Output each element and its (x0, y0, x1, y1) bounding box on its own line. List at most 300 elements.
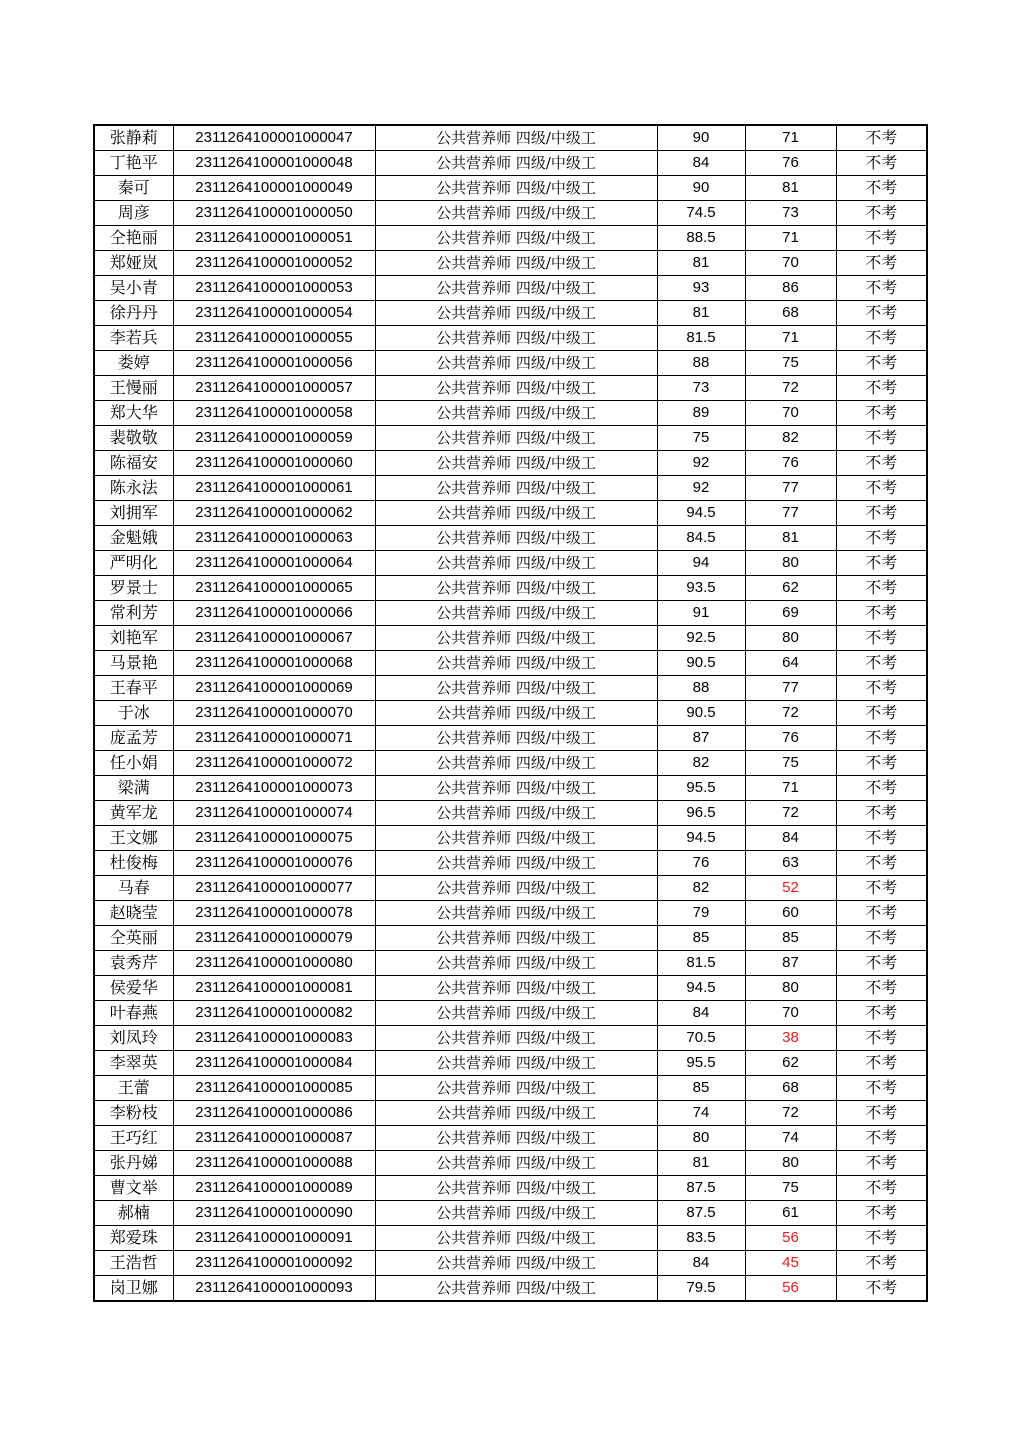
candidate-name: 陈永法 (94, 476, 173, 501)
ticket-number: 2311264100001000063 (173, 526, 375, 551)
ticket-number: 2311264100001000055 (173, 326, 375, 351)
theory-score: 85 (657, 926, 745, 951)
occupation-level: 公共营养师 四级/中级工 (375, 401, 657, 426)
candidate-name: 侯爱华 (94, 976, 173, 1001)
table-row (94, 376, 927, 401)
ticket-number: 2311264100001000091 (173, 1226, 375, 1251)
exam-status: 不考 (836, 851, 927, 876)
occupation-level: 公共营养师 四级/中级工 (375, 501, 657, 526)
ticket-number: 2311264100001000062 (173, 501, 375, 526)
table-row (94, 1176, 927, 1201)
table-row (94, 451, 927, 476)
table-row (94, 926, 927, 951)
occupation-level: 公共营养师 四级/中级工 (375, 1126, 657, 1151)
ticket-number: 2311264100001000072 (173, 751, 375, 776)
ticket-number: 2311264100001000079 (173, 926, 375, 951)
ticket-number: 2311264100001000064 (173, 551, 375, 576)
candidate-name: 王巧红 (94, 1126, 173, 1151)
occupation-level: 公共营养师 四级/中级工 (375, 1051, 657, 1076)
table-row (94, 676, 927, 701)
theory-score: 88 (657, 351, 745, 376)
occupation-level: 公共营养师 四级/中级工 (375, 125, 657, 151)
theory-score: 79 (657, 901, 745, 926)
practical-score: 70 (745, 401, 836, 426)
practical-score: 63 (745, 851, 836, 876)
candidate-name: 秦可 (94, 176, 173, 201)
ticket-number: 2311264100001000060 (173, 451, 375, 476)
exam-status: 不考 (836, 876, 927, 901)
ticket-number: 2311264100001000068 (173, 651, 375, 676)
candidate-name: 王春平 (94, 676, 173, 701)
practical-score: 72 (745, 1101, 836, 1126)
theory-score: 87 (657, 726, 745, 751)
practical-score: 74 (745, 1126, 836, 1151)
ticket-number: 2311264100001000054 (173, 301, 375, 326)
exam-status: 不考 (836, 251, 927, 276)
practical-score: 68 (745, 1076, 836, 1101)
exam-status: 不考 (836, 951, 927, 976)
table-row (94, 226, 927, 251)
table-row (94, 526, 927, 551)
occupation-level: 公共营养师 四级/中级工 (375, 251, 657, 276)
ticket-number: 2311264100001000070 (173, 701, 375, 726)
table-row (94, 276, 927, 301)
ticket-number: 2311264100001000047 (173, 125, 375, 151)
table-row (94, 476, 927, 501)
theory-score: 81 (657, 251, 745, 276)
exam-status: 不考 (836, 1151, 927, 1176)
ticket-number: 2311264100001000088 (173, 1151, 375, 1176)
exam-status: 不考 (836, 1251, 927, 1276)
ticket-number: 2311264100001000080 (173, 951, 375, 976)
practical-score: 56 (745, 1276, 836, 1302)
table-row (94, 125, 927, 151)
occupation-level: 公共营养师 四级/中级工 (375, 226, 657, 251)
exam-status: 不考 (836, 501, 927, 526)
practical-score: 76 (745, 151, 836, 176)
exam-status: 不考 (836, 676, 927, 701)
candidate-name: 郑娅岚 (94, 251, 173, 276)
exam-status: 不考 (836, 926, 927, 951)
table-row (94, 1151, 927, 1176)
ticket-number: 2311264100001000065 (173, 576, 375, 601)
candidate-name: 王蕾 (94, 1076, 173, 1101)
theory-score: 94.5 (657, 826, 745, 851)
ticket-number: 2311264100001000059 (173, 426, 375, 451)
occupation-level: 公共营养师 四级/中级工 (375, 626, 657, 651)
occupation-level: 公共营养师 四级/中级工 (375, 351, 657, 376)
occupation-level: 公共营养师 四级/中级工 (375, 826, 657, 851)
exam-status: 不考 (836, 726, 927, 751)
occupation-level: 公共营养师 四级/中级工 (375, 601, 657, 626)
table-row (94, 1126, 927, 1151)
candidate-name: 曹文举 (94, 1176, 173, 1201)
occupation-level: 公共营养师 四级/中级工 (375, 1201, 657, 1226)
table-row (94, 751, 927, 776)
occupation-level: 公共营养师 四级/中级工 (375, 1101, 657, 1126)
theory-score: 81 (657, 301, 745, 326)
ticket-number: 2311264100001000073 (173, 776, 375, 801)
occupation-level: 公共营养师 四级/中级工 (375, 1276, 657, 1302)
exam-status: 不考 (836, 1176, 927, 1201)
exam-status: 不考 (836, 1051, 927, 1076)
practical-score: 69 (745, 601, 836, 626)
practical-score: 72 (745, 801, 836, 826)
theory-score: 82 (657, 751, 745, 776)
theory-score: 88.5 (657, 226, 745, 251)
ticket-number: 2311264100001000090 (173, 1201, 375, 1226)
ticket-number: 2311264100001000057 (173, 376, 375, 401)
candidate-name: 马景艳 (94, 651, 173, 676)
ticket-number: 2311264100001000089 (173, 1176, 375, 1201)
results-table (93, 124, 928, 1302)
table-row (94, 1251, 927, 1276)
exam-status: 不考 (836, 826, 927, 851)
exam-status: 不考 (836, 1101, 927, 1126)
exam-status: 不考 (836, 1001, 927, 1026)
exam-status: 不考 (836, 301, 927, 326)
practical-score: 77 (745, 676, 836, 701)
practical-score: 62 (745, 1051, 836, 1076)
ticket-number: 2311264100001000052 (173, 251, 375, 276)
theory-score: 90.5 (657, 701, 745, 726)
candidate-name: 王浩哲 (94, 1251, 173, 1276)
exam-status: 不考 (836, 1276, 927, 1302)
table-row (94, 176, 927, 201)
occupation-level: 公共营养师 四级/中级工 (375, 926, 657, 951)
practical-score: 71 (745, 226, 836, 251)
table-row (94, 1076, 927, 1101)
theory-score: 87.5 (657, 1201, 745, 1226)
practical-score: 71 (745, 776, 836, 801)
exam-status: 不考 (836, 426, 927, 451)
ticket-number: 2311264100001000084 (173, 1051, 375, 1076)
occupation-level: 公共营养师 四级/中级工 (375, 1026, 657, 1051)
candidate-name: 仝英丽 (94, 926, 173, 951)
candidate-name: 周彦 (94, 201, 173, 226)
practical-score: 72 (745, 701, 836, 726)
table-row (94, 626, 927, 651)
candidate-name: 刘艳军 (94, 626, 173, 651)
practical-score: 81 (745, 176, 836, 201)
practical-score: 52 (745, 876, 836, 901)
ticket-number: 2311264100001000093 (173, 1276, 375, 1302)
candidate-name: 裴敬敬 (94, 426, 173, 451)
theory-score: 70.5 (657, 1026, 745, 1051)
theory-score: 96.5 (657, 801, 745, 826)
exam-status: 不考 (836, 1226, 927, 1251)
table-row (94, 301, 927, 326)
table-row (94, 426, 927, 451)
table-row (94, 726, 927, 751)
ticket-number: 2311264100001000085 (173, 1076, 375, 1101)
ticket-number: 2311264100001000087 (173, 1126, 375, 1151)
theory-score: 81.5 (657, 951, 745, 976)
occupation-level: 公共营养师 四级/中级工 (375, 701, 657, 726)
practical-score: 71 (745, 125, 836, 151)
theory-score: 81.5 (657, 326, 745, 351)
theory-score: 90 (657, 125, 745, 151)
candidate-name: 娄婷 (94, 351, 173, 376)
theory-score: 79.5 (657, 1276, 745, 1302)
occupation-level: 公共营养师 四级/中级工 (375, 951, 657, 976)
table-row (94, 901, 927, 926)
table-row (94, 1101, 927, 1126)
ticket-number: 2311264100001000086 (173, 1101, 375, 1126)
theory-score: 92.5 (657, 626, 745, 651)
candidate-name: 张丹娣 (94, 1151, 173, 1176)
exam-status: 不考 (836, 751, 927, 776)
practical-score: 80 (745, 976, 836, 1001)
exam-status: 不考 (836, 576, 927, 601)
table-row (94, 601, 927, 626)
ticket-number: 2311264100001000082 (173, 1001, 375, 1026)
candidate-name: 王慢丽 (94, 376, 173, 401)
table-row (94, 876, 927, 901)
occupation-level: 公共营养师 四级/中级工 (375, 901, 657, 926)
table-row (94, 201, 927, 226)
candidate-name: 郑爱珠 (94, 1226, 173, 1251)
table-row (94, 701, 927, 726)
exam-status: 不考 (836, 451, 927, 476)
practical-score: 38 (745, 1026, 836, 1051)
ticket-number: 2311264100001000053 (173, 276, 375, 301)
table-row (94, 1226, 927, 1251)
table-row (94, 1001, 927, 1026)
occupation-level: 公共营养师 四级/中级工 (375, 526, 657, 551)
theory-score: 84 (657, 1251, 745, 1276)
ticket-number: 2311264100001000061 (173, 476, 375, 501)
theory-score: 81 (657, 1151, 745, 1176)
candidate-name: 陈福安 (94, 451, 173, 476)
occupation-level: 公共营养师 四级/中级工 (375, 276, 657, 301)
table-row (94, 776, 927, 801)
exam-status: 不考 (836, 351, 927, 376)
theory-score: 75 (657, 426, 745, 451)
exam-status: 不考 (836, 776, 927, 801)
candidate-name: 丁艳平 (94, 151, 173, 176)
practical-score: 77 (745, 476, 836, 501)
candidate-name: 梁满 (94, 776, 173, 801)
theory-score: 92 (657, 476, 745, 501)
occupation-level: 公共营养师 四级/中级工 (375, 426, 657, 451)
table-row (94, 251, 927, 276)
practical-score: 75 (745, 751, 836, 776)
ticket-number: 2311264100001000075 (173, 826, 375, 851)
practical-score: 71 (745, 326, 836, 351)
ticket-number: 2311264100001000071 (173, 726, 375, 751)
ticket-number: 2311264100001000049 (173, 176, 375, 201)
practical-score: 60 (745, 901, 836, 926)
occupation-level: 公共营养师 四级/中级工 (375, 326, 657, 351)
table-row (94, 1201, 927, 1226)
practical-score: 62 (745, 576, 836, 601)
exam-status: 不考 (836, 151, 927, 176)
occupation-level: 公共营养师 四级/中级工 (375, 576, 657, 601)
exam-status: 不考 (836, 176, 927, 201)
ticket-number: 2311264100001000074 (173, 801, 375, 826)
exam-status: 不考 (836, 276, 927, 301)
theory-score: 74 (657, 1101, 745, 1126)
exam-status: 不考 (836, 651, 927, 676)
ticket-number: 2311264100001000076 (173, 851, 375, 876)
occupation-level: 公共营养师 四级/中级工 (375, 176, 657, 201)
table-row (94, 826, 927, 851)
theory-score: 90.5 (657, 651, 745, 676)
candidate-name: 刘凤玲 (94, 1026, 173, 1051)
occupation-level: 公共营养师 四级/中级工 (375, 976, 657, 1001)
ticket-number: 2311264100001000081 (173, 976, 375, 1001)
exam-status: 不考 (836, 801, 927, 826)
candidate-name: 李粉枝 (94, 1101, 173, 1126)
theory-score: 84.5 (657, 526, 745, 551)
occupation-level: 公共营养师 四级/中级工 (375, 1076, 657, 1101)
table-row (94, 1026, 927, 1051)
practical-score: 64 (745, 651, 836, 676)
candidate-name: 郝楠 (94, 1201, 173, 1226)
occupation-level: 公共营养师 四级/中级工 (375, 726, 657, 751)
table-row (94, 1276, 927, 1302)
table-row (94, 851, 927, 876)
occupation-level: 公共营养师 四级/中级工 (375, 751, 657, 776)
candidate-name: 李翠英 (94, 1051, 173, 1076)
occupation-level: 公共营养师 四级/中级工 (375, 551, 657, 576)
practical-score: 73 (745, 201, 836, 226)
table-row (94, 551, 927, 576)
table-row (94, 576, 927, 601)
practical-score: 85 (745, 926, 836, 951)
theory-score: 84 (657, 1001, 745, 1026)
exam-status: 不考 (836, 326, 927, 351)
occupation-level: 公共营养师 四级/中级工 (375, 776, 657, 801)
ticket-number: 2311264100001000051 (173, 226, 375, 251)
occupation-level: 公共营养师 四级/中级工 (375, 451, 657, 476)
exam-status: 不考 (836, 201, 927, 226)
theory-score: 88 (657, 676, 745, 701)
table-row (94, 326, 927, 351)
ticket-number: 2311264100001000092 (173, 1251, 375, 1276)
theory-score: 94 (657, 551, 745, 576)
candidate-name: 吴小青 (94, 276, 173, 301)
candidate-name: 叶春燕 (94, 1001, 173, 1026)
occupation-level: 公共营养师 四级/中级工 (375, 1176, 657, 1201)
practical-score: 84 (745, 826, 836, 851)
practical-score: 68 (745, 301, 836, 326)
candidate-name: 李若兵 (94, 326, 173, 351)
theory-score: 94.5 (657, 501, 745, 526)
candidate-name: 刘拥军 (94, 501, 173, 526)
theory-score: 82 (657, 876, 745, 901)
ticket-number: 2311264100001000050 (173, 201, 375, 226)
practical-score: 86 (745, 276, 836, 301)
practical-score: 61 (745, 1201, 836, 1226)
candidate-name: 于冰 (94, 701, 173, 726)
ticket-number: 2311264100001000077 (173, 876, 375, 901)
practical-score: 80 (745, 551, 836, 576)
practical-score: 77 (745, 501, 836, 526)
exam-status: 不考 (836, 1026, 927, 1051)
table-row (94, 801, 927, 826)
exam-status: 不考 (836, 125, 927, 151)
practical-score: 72 (745, 376, 836, 401)
candidate-name: 金魁娥 (94, 526, 173, 551)
practical-score: 87 (745, 951, 836, 976)
exam-status: 不考 (836, 551, 927, 576)
theory-score: 74.5 (657, 201, 745, 226)
table-row (94, 401, 927, 426)
practical-score: 76 (745, 726, 836, 751)
occupation-level: 公共营养师 四级/中级工 (375, 476, 657, 501)
candidate-name: 任小娟 (94, 751, 173, 776)
candidate-name: 张静莉 (94, 125, 173, 151)
exam-status: 不考 (836, 401, 927, 426)
theory-score: 80 (657, 1126, 745, 1151)
theory-score: 87.5 (657, 1176, 745, 1201)
occupation-level: 公共营养师 四级/中级工 (375, 151, 657, 176)
ticket-number: 2311264100001000048 (173, 151, 375, 176)
candidate-name: 郑大华 (94, 401, 173, 426)
practical-score: 75 (745, 1176, 836, 1201)
practical-score: 80 (745, 1151, 836, 1176)
ticket-number: 2311264100001000067 (173, 626, 375, 651)
ticket-number: 2311264100001000066 (173, 601, 375, 626)
exam-status: 不考 (836, 526, 927, 551)
theory-score: 84 (657, 151, 745, 176)
practical-score: 82 (745, 426, 836, 451)
exam-status: 不考 (836, 226, 927, 251)
theory-score: 93 (657, 276, 745, 301)
exam-status: 不考 (836, 1126, 927, 1151)
exam-status: 不考 (836, 601, 927, 626)
candidate-name: 岗卫娜 (94, 1276, 173, 1302)
table-row (94, 1051, 927, 1076)
theory-score: 93.5 (657, 576, 745, 601)
theory-score: 89 (657, 401, 745, 426)
exam-status: 不考 (836, 1076, 927, 1101)
practical-score: 80 (745, 626, 836, 651)
table-row (94, 501, 927, 526)
practical-score: 56 (745, 1226, 836, 1251)
candidate-name: 仝艳丽 (94, 226, 173, 251)
table-row (94, 976, 927, 1001)
practical-score: 75 (745, 351, 836, 376)
exam-status: 不考 (836, 376, 927, 401)
theory-score: 76 (657, 851, 745, 876)
occupation-level: 公共营养师 四级/中级工 (375, 376, 657, 401)
candidate-name: 罗景士 (94, 576, 173, 601)
theory-score: 95.5 (657, 776, 745, 801)
practical-score: 76 (745, 451, 836, 476)
occupation-level: 公共营养师 四级/中级工 (375, 1001, 657, 1026)
occupation-level: 公共营养师 四级/中级工 (375, 1226, 657, 1251)
practical-score: 45 (745, 1251, 836, 1276)
practical-score: 70 (745, 251, 836, 276)
occupation-level: 公共营养师 四级/中级工 (375, 676, 657, 701)
practical-score: 70 (745, 1001, 836, 1026)
practical-score: 81 (745, 526, 836, 551)
occupation-level: 公共营养师 四级/中级工 (375, 801, 657, 826)
candidate-name: 袁秀芹 (94, 951, 173, 976)
candidate-name: 马春 (94, 876, 173, 901)
occupation-level: 公共营养师 四级/中级工 (375, 651, 657, 676)
table-row (94, 351, 927, 376)
occupation-level: 公共营养师 四级/中级工 (375, 876, 657, 901)
ticket-number: 2311264100001000083 (173, 1026, 375, 1051)
candidate-name: 王文娜 (94, 826, 173, 851)
table-row (94, 651, 927, 676)
theory-score: 90 (657, 176, 745, 201)
candidate-name: 严明化 (94, 551, 173, 576)
